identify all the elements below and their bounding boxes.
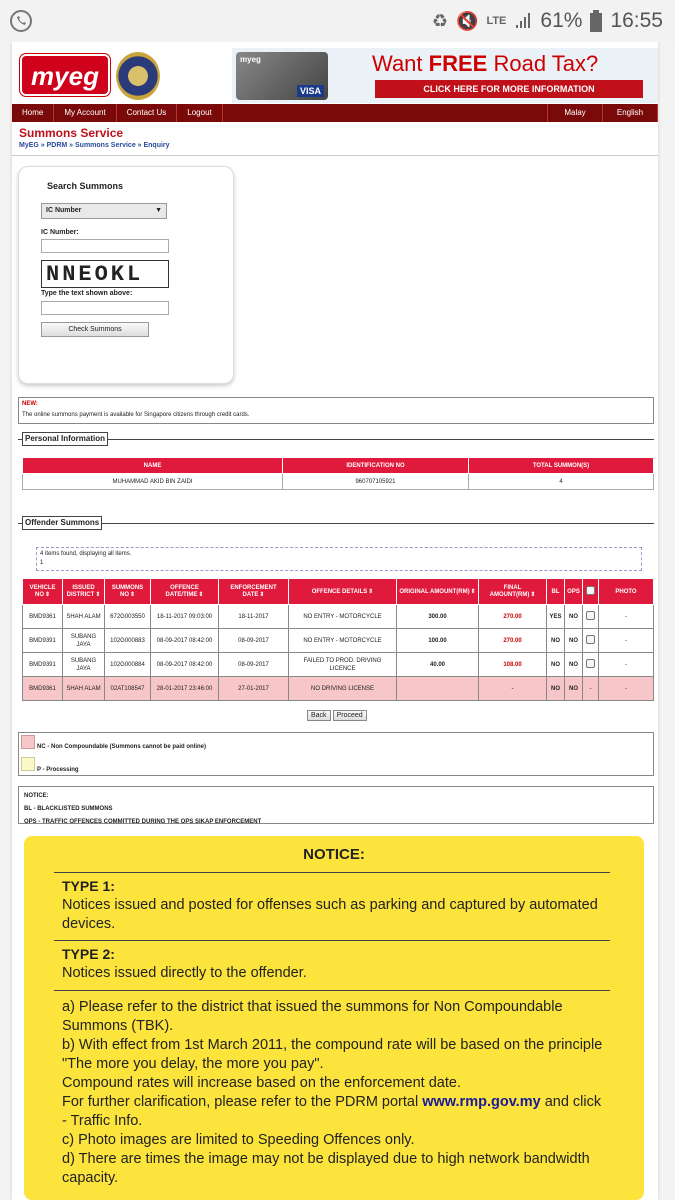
road-tax-banner[interactable] [232, 48, 658, 103]
notice-panel [24, 836, 644, 1200]
nav-home[interactable]: Home [12, 104, 54, 122]
new-notice-box [18, 397, 654, 424]
search-title: Search Summons [47, 181, 124, 191]
banner-cta-button[interactable]: CLICK HERE FOR MORE INFORMATION [375, 80, 643, 98]
type1-text: Notices issued and posted for offenses such as parking and captured by automated devices. [62, 897, 598, 932]
legend-processing: P - Processing [37, 767, 79, 773]
sort-icon: ⇕ [470, 589, 476, 595]
clock: 16:55 [610, 9, 663, 32]
nav-contact-us[interactable]: Contact Us [117, 104, 178, 122]
row-checkbox[interactable] [583, 605, 599, 629]
ic-number-input[interactable] [41, 239, 169, 253]
site-header [12, 48, 658, 103]
search-summons-panel [18, 166, 234, 384]
person-name: MUHAMMAD AKID BIN ZAIDI [23, 474, 283, 490]
content-panel [12, 42, 658, 1200]
notice-a: a) Please refer to the district that issued the summons for Non Compoundable Summons (TBK). b) With effect from 1st March 2011, the compound rate will be based on the principle "The more you delay, the more you pay". Compound rates will increase based on the enforcement date. For further clarification, please refer to the PDRM portal www.rmp.gov.my and click - Traffic Info. c) Photo images are limited to Speeding Offences only. d) There are times the image may not be displayed due to high network bandwidth capacity. [62, 999, 603, 1186]
offender-summons-heading: Offender Summons [18, 516, 654, 530]
col-select-all[interactable] [583, 579, 599, 605]
personal-info-heading: Personal Information [18, 432, 654, 446]
browser-page [0, 42, 675, 1200]
recycle-icon: ♻ [431, 10, 449, 31]
nav-logout[interactable]: Logout [177, 104, 222, 122]
nc-swatch [21, 735, 35, 749]
sort-icon: ⇕ [129, 592, 136, 598]
back-button[interactable]: Back [307, 710, 331, 721]
action-row [307, 710, 367, 721]
bl-ops-notice: NOTICE: BL - BLACKLISTED SUMMONS OPS - TRAFFIC OFFENCES COMMITTED DURING THE OPS SIKAP ENFORCEMENT [18, 786, 654, 824]
col-district[interactable]: ISSUED DISTRICT⇕ [63, 579, 105, 605]
col-details[interactable]: OFFENCE DETAILS⇕ [289, 579, 397, 605]
sort-icon: ⇕ [259, 592, 265, 598]
caret-down-icon: ▼ [155, 207, 162, 214]
col-summons[interactable]: SUMMONS NO⇕ [105, 579, 151, 605]
table-row: BMD9391 SUBANG JAYA 102G000883 08-09-2017 08:42:00 08-09-2017 NO ENTRY - MOTORCYCLE 100.00 270.00 NO NO - [23, 629, 654, 653]
pager-info: 4 items found, displaying all items. 1 [36, 547, 642, 571]
proceed-button[interactable]: Proceed [333, 710, 367, 721]
lang-english[interactable]: English [603, 104, 658, 122]
processing-swatch [21, 757, 35, 771]
person-id: 960707105921 [283, 474, 469, 490]
page-title: Summons Service [19, 126, 124, 140]
personal-info-table [22, 457, 654, 490]
battery-percent: 61% [540, 9, 583, 32]
col-photo: PHOTO [599, 579, 654, 605]
network-type: LTE [486, 15, 507, 27]
notice-title: NOTICE: [303, 846, 365, 863]
check-summons-button[interactable]: Check Summons [41, 322, 149, 337]
offender-summons-table [22, 578, 654, 701]
select-all-checkbox [586, 586, 595, 595]
col-id: IDENTIFICATION NO [283, 458, 469, 474]
col-offence-dt[interactable]: OFFENCE DATE/TIME⇕ [151, 579, 219, 605]
col-ops: OPS [565, 579, 583, 605]
legend-nc: NC - Non Compoundable (Summons cannot be paid online) [37, 744, 206, 750]
col-enforce[interactable]: ENFORCEMENT DATE⇕ [219, 579, 289, 605]
nav-my-account[interactable]: My Account [54, 104, 116, 122]
sort-icon: ⇕ [530, 592, 536, 598]
col-final[interactable]: FINAL AMOUNT(RM)⇕ [479, 579, 547, 605]
pdrm-crest-icon [116, 52, 160, 100]
type2-text: Notices issued directly to the offender. [62, 965, 307, 981]
sort-icon: ⇕ [95, 592, 101, 598]
row-checkbox[interactable] [583, 629, 599, 653]
total-summons: 4 [469, 474, 654, 490]
col-name: NAME [23, 458, 283, 474]
col-total: TOTAL SUMMON(S) [469, 458, 654, 474]
page-link-1[interactable]: 1 [40, 560, 44, 566]
myeg-logo[interactable]: myeg [20, 54, 110, 96]
col-bl: BL [547, 579, 565, 605]
type1-heading: TYPE 1: [62, 878, 115, 894]
new-label: NEW: [22, 401, 38, 407]
sort-icon: ⇕ [44, 592, 51, 598]
captcha-input[interactable] [41, 301, 169, 315]
sort-icon: ⇕ [368, 589, 374, 595]
whatsapp-icon [8, 8, 34, 34]
breadcrumb[interactable]: MyEG » PDRM » Summons Service » Enquiry [19, 142, 170, 149]
new-message: The online summons payment is available for Singapore citizens through credit cards. [22, 412, 250, 418]
signal-icon [514, 12, 532, 30]
captcha-image: NNEOKL [41, 260, 169, 288]
col-vehicle[interactable]: VEHICLE NO⇕ [23, 579, 63, 605]
rmp-portal-link[interactable]: www.rmp.gov.my [422, 1094, 541, 1110]
mute-icon: 🔇 [456, 10, 479, 31]
captcha-label: Type the text shown above: [41, 290, 133, 297]
lang-malay[interactable]: Malay [548, 104, 603, 122]
banner-headline: Want FREE Road Tax? [372, 51, 599, 76]
table-row: BMD9361 SHAH ALAM 02AT108547 28-01-2017 23:46:00 27-01-2017 NO DRIVING LICENSE - NO NO - - [23, 677, 654, 701]
table-row: BMD9391 SUBANG JAYA 102G000884 08-09-2017 08:42:00 08-09-2017 FAILED TO PROD. DRIVING LICENCE 40.00 108.00 NO NO - [23, 653, 654, 677]
battery-icon [590, 10, 602, 32]
status-bar [0, 0, 675, 42]
legend-box [18, 732, 654, 776]
table-row [23, 474, 654, 490]
id-type-select[interactable]: IC Number ▼ [41, 203, 167, 219]
table-row: BMD9361 SHAH ALAM 672G003550 18-11-2017 09:03:00 18-11-2017 NO ENTRY - MOTORCYCLE 300.00 270.00 YES NO - [23, 605, 654, 629]
row-checkbox[interactable] [583, 653, 599, 677]
sort-icon: ⇕ [198, 592, 204, 598]
col-original[interactable]: ORIGINAL AMOUNT(RM)⇕ [397, 579, 479, 605]
ic-number-label: IC Number: [41, 229, 79, 236]
type2-heading: TYPE 2: [62, 946, 115, 962]
main-nav [12, 104, 658, 122]
credit-card-icon: myeg VISA [236, 52, 328, 100]
